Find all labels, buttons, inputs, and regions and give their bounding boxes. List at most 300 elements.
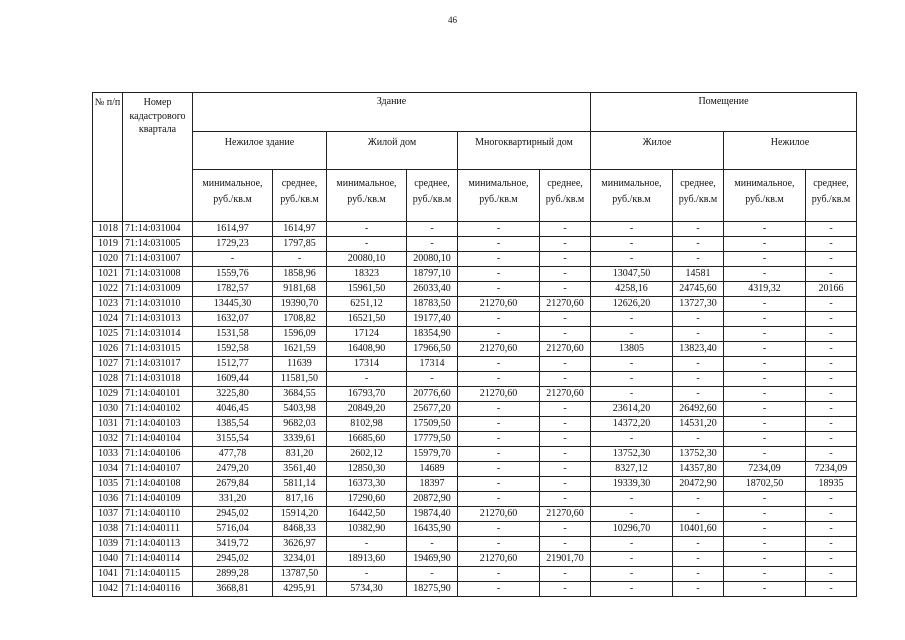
price-cell: - [458,267,540,282]
price-cell: - [806,402,857,417]
cadastral-number-cell: 71:14:040113 [123,537,193,552]
price-cell: 19874,40 [407,507,458,522]
price-cell: - [724,357,806,372]
price-cell: - [540,567,591,582]
price-cell: 17509,50 [407,417,458,432]
row-number-cell: 1038 [93,522,123,537]
price-cell: 12626,20 [591,297,673,312]
price-cell: 5734,30 [327,582,407,597]
price-cell: 4319,32 [724,282,806,297]
price-cell: 13823,40 [673,342,724,357]
price-cell: 18797,10 [407,267,458,282]
price-cell: - [806,297,857,312]
price-cell: 24745,60 [673,282,724,297]
price-cell: 13727,30 [673,297,724,312]
price-cell: - [673,357,724,372]
price-cell: - [724,417,806,432]
price-cell: - [327,537,407,552]
price-cell: - [540,417,591,432]
price-cell: - [407,237,458,252]
price-cell: 23614,20 [591,402,673,417]
table-row [93,462,857,477]
header-avg-price: среднее, руб./кв.м [673,170,724,222]
table-row [93,537,857,552]
table-row [93,477,857,492]
price-cell: - [327,372,407,387]
header-apartment-building: Многоквартирный дом [458,132,591,170]
price-cell: 18913,60 [327,552,407,567]
price-cell: 15914,20 [273,507,327,522]
price-cell: 1729,23 [193,237,273,252]
price-cell: 19469,90 [407,552,458,567]
cadastral-number-cell: 71:14:040103 [123,417,193,432]
cadastral-number-cell: 71:14:040101 [123,387,193,402]
price-cell: - [591,357,673,372]
header-min-price: минимальное, руб./кв.м [327,170,407,222]
row-number-cell: 1021 [93,267,123,282]
price-cell: - [458,417,540,432]
price-cell: 2945,02 [193,507,273,522]
price-cell: - [540,432,591,447]
price-cell: - [673,252,724,267]
price-cell: - [673,387,724,402]
sub-header-row [93,170,857,222]
price-cell: - [724,432,806,447]
price-cell: - [591,312,673,327]
header-avg-price: среднее, руб./кв.м [540,170,591,222]
cadastral-number-cell: 71:14:031013 [123,312,193,327]
header-avg-price: среднее, руб./кв.м [407,170,458,222]
row-number-cell: 1039 [93,537,123,552]
table-row [93,552,857,567]
price-cell: - [458,327,540,342]
row-number-cell: 1027 [93,357,123,372]
price-cell: 831,20 [273,447,327,462]
cadastral-number-cell: 71:14:040109 [123,492,193,507]
cadastral-number-cell: 71:14:040108 [123,477,193,492]
price-cell: 1708,82 [273,312,327,327]
price-cell: - [591,432,673,447]
price-cell: - [407,222,458,237]
table-row [93,567,857,582]
row-number-cell: 1036 [93,492,123,507]
price-cell: - [724,252,806,267]
price-cell: 1531,58 [193,327,273,342]
price-cell: - [806,507,857,522]
price-cell: 19390,70 [273,297,327,312]
price-cell: 13047,50 [591,267,673,282]
price-cell: 4295,91 [273,582,327,597]
price-cell: 21270,60 [458,552,540,567]
price-cell: - [540,537,591,552]
price-cell: - [673,312,724,327]
table-body [93,222,857,597]
price-cell: - [458,312,540,327]
cadastral-number-cell: 71:14:040110 [123,507,193,522]
price-cell: - [806,327,857,342]
price-cell: - [540,222,591,237]
header-avg-price: среднее, руб./кв.м [806,170,857,222]
header-min-price: минимальное, руб./кв.м [591,170,673,222]
price-cell: - [724,507,806,522]
price-cell: - [407,537,458,552]
price-cell: 20849,20 [327,402,407,417]
price-cell: - [591,252,673,267]
header-min-price: минимальное, руб./кв.м [724,170,806,222]
price-cell: - [591,372,673,387]
price-cell: - [673,507,724,522]
row-number-cell: 1032 [93,432,123,447]
price-cell: 21270,60 [540,297,591,312]
price-cell: - [193,252,273,267]
price-cell: - [673,432,724,447]
price-cell: - [458,372,540,387]
cadastral-number-cell: 71:14:031015 [123,342,193,357]
price-cell: - [806,582,857,597]
table-row [93,387,857,402]
price-cell: 4046,45 [193,402,273,417]
price-cell: 21270,60 [540,387,591,402]
price-cell: 817,16 [273,492,327,507]
price-cell: - [806,537,857,552]
price-cell: 17124 [327,327,407,342]
price-cell: 21270,60 [458,387,540,402]
row-number-cell: 1028 [93,372,123,387]
price-cell: - [458,582,540,597]
cadastral-number-cell: 71:14:031005 [123,237,193,252]
row-number-cell: 1035 [93,477,123,492]
price-cell: 1609,44 [193,372,273,387]
price-cell: 10296,70 [591,522,673,537]
price-cell: - [724,522,806,537]
row-number-cell: 1023 [93,297,123,312]
price-cell: - [806,522,857,537]
price-cell: - [673,537,724,552]
price-cell: 3626,97 [273,537,327,552]
price-cell: - [806,567,857,582]
price-cell: - [407,372,458,387]
price-cell: 13752,30 [673,447,724,462]
price-cell: 20166 [806,282,857,297]
price-cell: - [673,582,724,597]
price-cell: 13752,30 [591,447,673,462]
table-row [93,342,857,357]
price-cell: 2479,20 [193,462,273,477]
price-cell: 16793,70 [327,387,407,402]
price-cell: 5716,04 [193,522,273,537]
price-cell: - [673,552,724,567]
header-cadastral-number: Номер кадастрового квартала [123,93,193,222]
price-cell: 21901,70 [540,552,591,567]
price-cell: - [591,537,673,552]
row-number-cell: 1040 [93,552,123,567]
price-cell: - [407,567,458,582]
price-cell: - [273,252,327,267]
cadastral-number-cell: 71:14:040111 [123,522,193,537]
price-cell: - [458,522,540,537]
price-cell: - [724,402,806,417]
row-number-cell: 1037 [93,507,123,522]
price-cell: 15961,50 [327,282,407,297]
price-cell: 2945,02 [193,552,273,567]
row-number-cell: 1041 [93,567,123,582]
price-cell: 1621,59 [273,342,327,357]
row-number-cell: 1026 [93,342,123,357]
row-number-cell: 1033 [93,447,123,462]
header-min-price: минимальное, руб./кв.м [193,170,273,222]
row-number-cell: 1025 [93,327,123,342]
price-cell: - [540,462,591,477]
price-cell: 18397 [407,477,458,492]
price-cell: - [458,282,540,297]
price-cell: 16521,50 [327,312,407,327]
price-cell: 20776,60 [407,387,458,402]
table-row [93,327,857,342]
price-cell: - [327,222,407,237]
price-cell: 11581,50 [273,372,327,387]
table-row [93,417,857,432]
row-number-cell: 1018 [93,222,123,237]
price-cell: 3419,72 [193,537,273,552]
price-cell: - [673,222,724,237]
price-cell: 17966,50 [407,342,458,357]
header-min-price: минимальное, руб./кв.м [458,170,540,222]
price-cell: 21270,60 [458,342,540,357]
price-cell: 8327,12 [591,462,673,477]
price-cell: - [458,402,540,417]
price-cell: 6251,12 [327,297,407,312]
price-cell: - [673,372,724,387]
price-cell: 19339,30 [591,477,673,492]
price-cell: 3155,54 [193,432,273,447]
price-cell: 14531,20 [673,417,724,432]
price-cell: - [458,357,540,372]
price-cell: 14689 [407,462,458,477]
price-cell: 477,78 [193,447,273,462]
page-number: 46 [448,15,457,25]
price-cell: - [806,387,857,402]
price-cell: - [806,222,857,237]
price-cell: - [458,537,540,552]
price-cell: 21270,60 [540,342,591,357]
price-cell: 1592,58 [193,342,273,357]
price-cell: - [540,267,591,282]
price-cell: - [458,447,540,462]
table-row [93,267,857,282]
price-cell: 11639 [273,357,327,372]
price-cell: 18354,90 [407,327,458,342]
price-cell: - [724,582,806,597]
cadastral-number-cell: 71:14:031010 [123,297,193,312]
cadastral-number-cell: 71:14:040102 [123,402,193,417]
cadastral-number-cell: 71:14:031007 [123,252,193,267]
price-cell: - [724,327,806,342]
price-cell: 21270,60 [458,507,540,522]
price-cell: - [673,237,724,252]
price-cell: 5811,14 [273,477,327,492]
price-cell: - [458,477,540,492]
table-row [93,252,857,267]
price-cell: 3339,61 [273,432,327,447]
price-cell: 13445,30 [193,297,273,312]
price-cell: - [806,552,857,567]
price-cell: 18935 [806,477,857,492]
cadastral-number-cell: 71:14:040116 [123,582,193,597]
table-row [93,447,857,462]
cadastral-number-cell: 71:14:031018 [123,372,193,387]
table-row [93,372,857,387]
table-row [93,492,857,507]
row-number-cell: 1022 [93,282,123,297]
price-cell: 20080,10 [327,252,407,267]
price-cell: - [458,222,540,237]
price-cell: 2602,12 [327,447,407,462]
header-nonresidential: Нежилое [724,132,857,170]
price-cell: - [724,447,806,462]
price-cell: 16435,90 [407,522,458,537]
price-cell: 17779,50 [407,432,458,447]
table-row [93,237,857,252]
price-cell: - [591,552,673,567]
price-cell: 3225,80 [193,387,273,402]
price-cell: 18783,50 [407,297,458,312]
price-cell: - [327,567,407,582]
table-row [93,282,857,297]
cadastral-number-cell: 71:14:040106 [123,447,193,462]
cadastral-number-cell: 71:14:040107 [123,462,193,477]
price-cell: 3561,40 [273,462,327,477]
price-cell: 25677,20 [407,402,458,417]
price-cell: - [673,492,724,507]
price-cell: - [806,417,857,432]
price-cell: 12850,30 [327,462,407,477]
price-cell: - [591,222,673,237]
header-avg-price: среднее, руб./кв.м [273,170,327,222]
price-cell: 20472,90 [673,477,724,492]
price-cell: - [591,492,673,507]
table-row [93,357,857,372]
price-cell: 1512,77 [193,357,273,372]
table-row [93,297,857,312]
price-cell: 15979,70 [407,447,458,462]
cadastral-number-cell: 71:14:040114 [123,552,193,567]
price-cell: - [724,492,806,507]
price-table [92,92,857,597]
price-cell: 9682,03 [273,417,327,432]
price-cell: - [458,237,540,252]
price-cell: - [327,237,407,252]
row-number-cell: 1029 [93,387,123,402]
price-cell: - [806,372,857,387]
price-cell: 21270,60 [458,297,540,312]
price-cell: 18275,90 [407,582,458,597]
price-cell: - [540,447,591,462]
cadastral-number-cell: 71:14:031014 [123,327,193,342]
price-cell: 20872,90 [407,492,458,507]
price-cell: - [724,537,806,552]
table-row [93,507,857,522]
price-cell: - [724,567,806,582]
price-cell: - [540,252,591,267]
price-cell: - [458,492,540,507]
price-cell: - [806,267,857,282]
row-number-cell: 1020 [93,252,123,267]
price-cell: 1385,54 [193,417,273,432]
row-number-cell: 1031 [93,417,123,432]
price-cell: 2899,28 [193,567,273,582]
price-cell: - [724,552,806,567]
price-cell: - [591,237,673,252]
price-cell: 13805 [591,342,673,357]
table-row [93,432,857,447]
price-cell: 16442,50 [327,507,407,522]
price-cell: 3684,55 [273,387,327,402]
price-cell: - [540,522,591,537]
price-cell: 1559,76 [193,267,273,282]
price-cell: - [540,492,591,507]
price-cell: - [591,387,673,402]
price-cell: - [806,357,857,372]
cadastral-number-cell: 71:14:031009 [123,282,193,297]
price-cell: 21270,60 [540,507,591,522]
price-cell: - [724,222,806,237]
price-cell: 14372,20 [591,417,673,432]
header-building: Здание [193,93,591,132]
price-cell: - [673,327,724,342]
price-cell: - [724,237,806,252]
price-cell: - [540,402,591,417]
price-cell: - [540,237,591,252]
price-cell: 4258,16 [591,282,673,297]
price-cell: - [540,582,591,597]
price-cell: - [806,237,857,252]
price-cell: 1632,07 [193,312,273,327]
price-cell: 3234,01 [273,552,327,567]
price-cell: 5403,98 [273,402,327,417]
price-cell: 14581 [673,267,724,282]
price-cell: - [806,252,857,267]
price-cell: 1858,96 [273,267,327,282]
row-number-cell: 1024 [93,312,123,327]
price-cell: - [540,327,591,342]
table-row [93,222,857,237]
cadastral-number-cell: 71:14:031004 [123,222,193,237]
price-cell: - [724,267,806,282]
price-cell: 7234,09 [724,462,806,477]
price-cell: 17314 [407,357,458,372]
price-cell: - [540,477,591,492]
cadastral-number-cell: 71:14:040104 [123,432,193,447]
price-cell: 10401,60 [673,522,724,537]
price-cell: - [724,372,806,387]
price-cell: 17314 [327,357,407,372]
price-cell: - [458,252,540,267]
price-cell: 1797,85 [273,237,327,252]
table-row [93,582,857,597]
price-cell: 331,20 [193,492,273,507]
price-cell: 2679,84 [193,477,273,492]
price-cell: 17290,60 [327,492,407,507]
row-number-cell: 1042 [93,582,123,597]
price-cell: 16408,90 [327,342,407,357]
cadastral-number-cell: 71:14:031008 [123,267,193,282]
price-cell: - [458,462,540,477]
price-cell: 18702,50 [724,477,806,492]
price-cell: - [806,432,857,447]
header-premises: Помещение [591,93,857,132]
price-cell: - [591,582,673,597]
price-cell: - [540,357,591,372]
